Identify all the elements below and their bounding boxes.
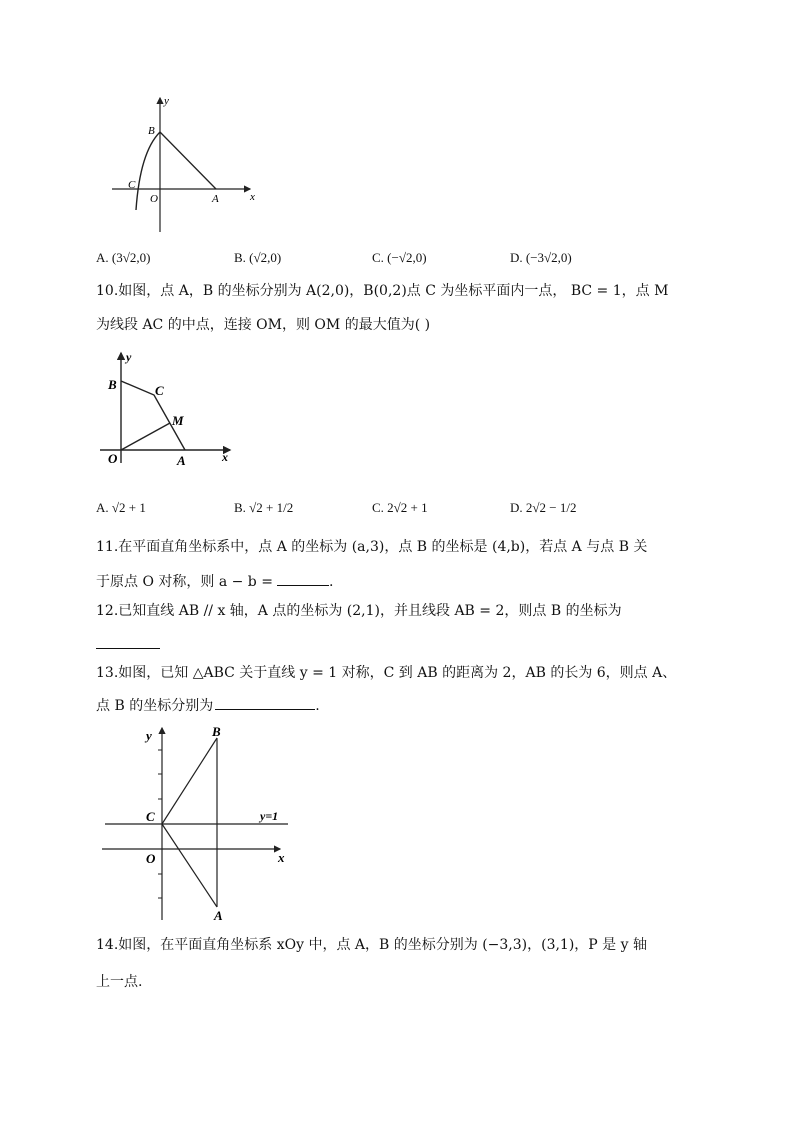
label-x: x xyxy=(278,850,285,865)
label-o: O xyxy=(108,451,118,466)
label-b: B xyxy=(148,125,155,137)
segment-ca xyxy=(162,824,217,907)
q11-period: . xyxy=(328,574,334,590)
label-c: C xyxy=(155,383,164,398)
q10-line-2: 为线段 AC 的中点，连接 OM，则 OM 的最大值为( ) xyxy=(96,317,431,333)
q9-figure xyxy=(100,92,270,237)
label-y: y xyxy=(164,95,169,107)
q10-option-d: D. 2√2 − 1/2 xyxy=(510,500,577,515)
q12-line-1: 12.已知直线 AB // x 轴，A 点的坐标为 (2,1)，并且线段 AB = 2，则点 B 的坐标为 xyxy=(96,603,622,619)
segment-cb xyxy=(162,738,217,824)
label-o: O xyxy=(150,193,158,205)
label-a: A xyxy=(214,908,223,923)
label-a: A xyxy=(177,453,186,468)
q14-line-2: 上一点. xyxy=(96,974,143,990)
label-x: x xyxy=(250,191,255,203)
q10-option-a: A. √2 + 1 xyxy=(96,500,146,515)
segment-om xyxy=(121,423,170,450)
q10-option-c: C. 2√2 + 1 xyxy=(372,500,428,515)
label-m: M xyxy=(172,413,184,428)
label-b: B xyxy=(108,377,117,392)
label-b: B xyxy=(212,724,221,739)
q14-line-1: 14.如图，在平面直角坐标系 xOy 中，点 A，B 的坐标分别为 (−3,3)，(3,1)，P 是 y 轴 xyxy=(96,937,647,953)
label-c: C xyxy=(146,809,155,824)
q13-answer-blank xyxy=(215,695,315,710)
label-y: y xyxy=(126,350,132,364)
q11-line-1: 11.在平面直角坐标系中，点 A 的坐标为 (a,3)，点 B 的坐标是 (4,b)，若点 A 与点 B 关 xyxy=(96,539,648,555)
q9-option-d: D. (−3√2,0) xyxy=(510,250,572,265)
q13-line-2: 点 B 的坐标分别为 xyxy=(96,698,214,714)
q13-line-1: 13.如图，已知 △ABC 关于直线 y = 1 对称，C 到 AB 的距离为 2，AB 的长为 6，则点 A、 xyxy=(96,665,677,681)
q9-option-a: A. (3√2,0) xyxy=(96,250,151,265)
label-o: O xyxy=(146,851,156,866)
label-a: A xyxy=(212,193,219,205)
label-c: C xyxy=(128,179,136,191)
label-y: y xyxy=(146,728,152,743)
q10-option-b: B. √2 + 1/2 xyxy=(234,500,294,515)
q9-option-c: C. (−√2,0) xyxy=(372,250,427,265)
label-x: x xyxy=(222,450,228,464)
q13-period: . xyxy=(315,698,320,714)
q10-line-1: 10.如图，点 A，B 的坐标分别为 A(2,0)，B(0,2)点 C 为坐标平面内一点， BC = 1，点 M xyxy=(96,283,669,299)
q13-line-2-wrap xyxy=(96,695,320,716)
label-y-equals-1: y=1 xyxy=(260,809,279,823)
q13-figure xyxy=(100,722,300,927)
segment-ba xyxy=(160,132,216,189)
q11-answer-blank xyxy=(277,571,329,586)
q10-figure xyxy=(100,345,240,470)
q12-answer-blank xyxy=(96,648,160,649)
q11-line-2-wrap xyxy=(96,571,333,592)
q9-option-b: B. (√2,0) xyxy=(234,250,282,265)
q11-line-2: 于原点 O 对称，则 a − b = xyxy=(96,574,273,590)
